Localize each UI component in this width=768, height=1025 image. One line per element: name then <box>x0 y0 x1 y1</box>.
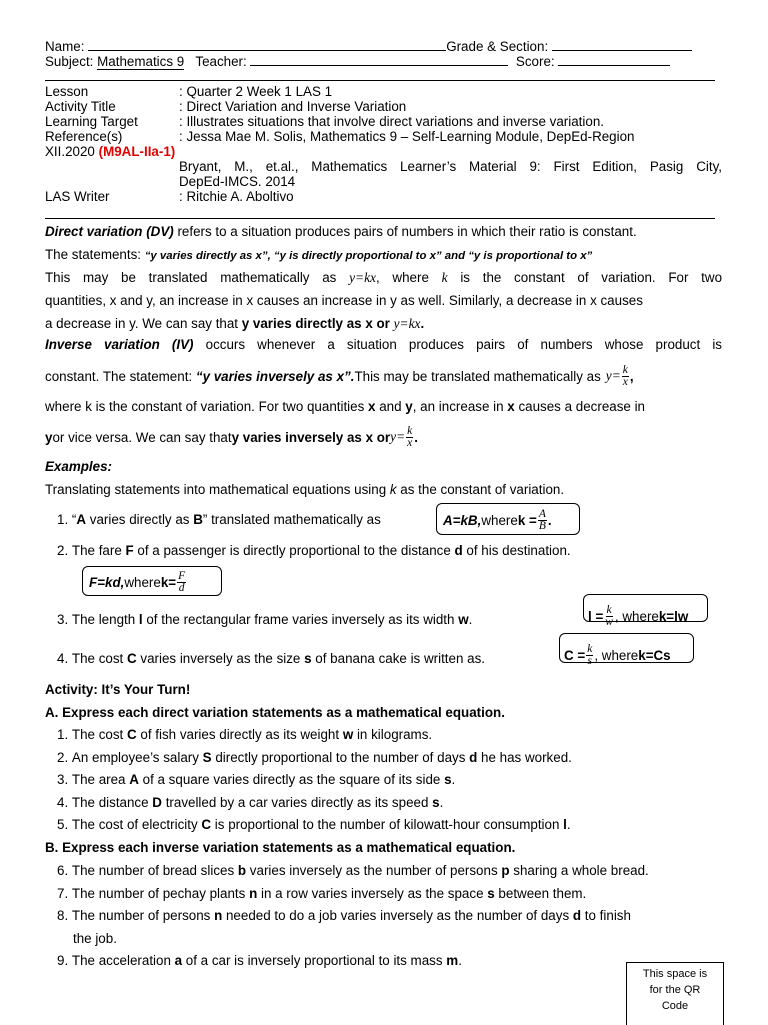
activity-a-item: 1. The cost C of fish varies directly as its weight w in kilograms. <box>57 727 433 742</box>
direct-def: Direct variation (DV) refers to a situation produces pairs of numbers in which their ratio is constant. <box>45 224 637 239</box>
grade-label: Grade & Section: <box>446 39 549 54</box>
inverse-fraction: $\frac{k}{x}$ <box>622 363 628 388</box>
subject-label: Subject: <box>45 54 94 69</box>
target-value: : Illustrates situations that involve direct variations and inverse variation. <box>179 114 604 129</box>
inverse-term: Inverse variation (IV) <box>45 337 194 352</box>
activity-heading: Activity: It’s Your Turn! <box>45 682 191 697</box>
teacher-label: Teacher: <box>195 54 247 69</box>
info-table <box>45 84 722 204</box>
direct-line2: quantities, x and y, an increase in x causes an increase in y as well. Similarly, a decrease in x causes <box>45 293 643 308</box>
examples-heading: Examples: <box>45 459 112 474</box>
activity-a-item: 3. The area A of a square varies directly as the square of its side s. <box>57 772 456 788</box>
activity-a-item: 5. The cost of electricity C is proportional to the number of kilowatt-hour consumption l. <box>57 817 571 833</box>
reference-line2: XII.2020 <box>45 144 95 159</box>
reference-line3: Bryant, M., et.al., Mathematics Learner’s Material 9: First Edition, Pasig City, <box>179 159 722 174</box>
inverse-line2: constant. The statement: “y varies inversely as x”. This may be translated mathematically as y= $\frac{k}{x}$ , <box>45 363 634 388</box>
reference-line1: : Jessa Mae M. Solis, Mathematics 9 – Self-Learning Module, DepEd-Region <box>179 129 635 144</box>
direct-term: Direct variation (DV) <box>45 224 174 239</box>
reference-code: (M9AL-IIa-1) <box>98 144 176 159</box>
activity-a-item: 4. The distance D travelled by a car varies directly as its speed s. <box>57 794 444 810</box>
activity-a-heading: A. Express each direct variation statements as a mathematical equation. <box>45 705 505 720</box>
divider-top <box>45 80 715 81</box>
inverse-line3: where k is the constant of variation. For two quantities x and y, an increase in x causes a decrease in <box>45 399 645 414</box>
direct-line3: a decrease in y. We can say that y varies directly as x or y=kx. <box>45 316 425 331</box>
example-3: 3. The length l of the rectangular frame varies inversely as its width w. <box>57 612 473 627</box>
activity-label: Activity Title <box>45 99 116 114</box>
divider-mid <box>45 218 715 219</box>
subject-value: Mathematics 9 <box>97 54 185 69</box>
subject-row <box>45 54 670 70</box>
example-2: 2. The fare F of a passenger is directly proportional to the distance d of his destination. <box>57 543 571 558</box>
score-label: Score: <box>515 54 555 69</box>
activity-b-item: the job. <box>73 930 117 946</box>
reference-label: Reference(s) <box>45 129 123 144</box>
example-4-answer-box: C = $\frac{k}{s}$ , where k=Cs <box>559 633 694 663</box>
examples-intro: Translating statements into mathematical equations using k as the constant of variation. <box>45 482 565 497</box>
activity-value: : Direct Variation and Inverse Variation <box>179 99 407 114</box>
lesson-label: Lesson <box>45 84 89 99</box>
example-1: 1. “A varies directly as B” translated mathematically as <box>57 512 381 527</box>
example-3-answer-box: l = $\frac{k}{w}$ , where k=lw <box>583 594 708 622</box>
activity-b-item: 7. The number of pechay plants n in a row varies inversely as the space s between them. <box>57 885 587 901</box>
qr-code-placeholder: This space is for the QR Code <box>626 962 724 1025</box>
activity-b-item: 9. The acceleration a of a car is inversely proportional to its mass m. <box>57 953 462 969</box>
direct-statements: The statements: “y varies directly as x”, “y is directly proportional to x” and “y is proportional to x” <box>45 247 593 262</box>
example-2-answer-box: F=kd, where k= $\frac{F}{d}$ <box>82 566 222 596</box>
activity-a-item: 2. An employee’s salary S directly proportional to the number of days d he has worked. <box>57 749 572 765</box>
inverse-fraction-2: $\frac{k}{x}$ <box>407 424 413 449</box>
target-label: Learning Target <box>45 114 138 129</box>
example-4: 4. The cost C varies inversely as the size s of banana cake is written as. <box>57 651 485 666</box>
name-row <box>45 39 692 54</box>
name-field[interactable] <box>88 50 446 51</box>
writer-value: : Ritchie A. Aboltivo <box>179 189 294 204</box>
teacher-field[interactable] <box>250 65 508 66</box>
grade-field[interactable] <box>552 50 692 51</box>
activity-b-heading: B. Express each inverse variation statements as a mathematical equation. <box>45 840 516 855</box>
writer-label: LAS Writer <box>45 189 110 204</box>
inverse-line4: y or vice versa. We can say that y varies inversely as x or y= $\frac{k}{x}$ . <box>45 424 418 449</box>
inverse-def: Inverse variation (IV) occurs whenever a situation produces pairs of numbers whose product is <box>45 337 722 352</box>
lesson-value: : Quarter 2 Week 1 LAS 1 <box>179 84 333 99</box>
example-1-answer-box: A=kB, where k = $\frac{A}{B}$ . <box>436 503 580 535</box>
score-field[interactable] <box>558 65 670 66</box>
activity-b-item: 6. The number of bread slices b varies inversely as the number of persons p sharing a whole bread. <box>57 863 649 878</box>
direct-line1: This may be translated mathematically as y=kx, where k is the constant of variation. For two <box>45 270 723 285</box>
reference-line4: DepEd-IMCS. 2014 <box>179 174 296 189</box>
name-label: Name: <box>45 39 85 54</box>
activity-b-item: 8. The number of persons n needed to do a job varies inversely as the number of days d to finish <box>57 908 631 924</box>
